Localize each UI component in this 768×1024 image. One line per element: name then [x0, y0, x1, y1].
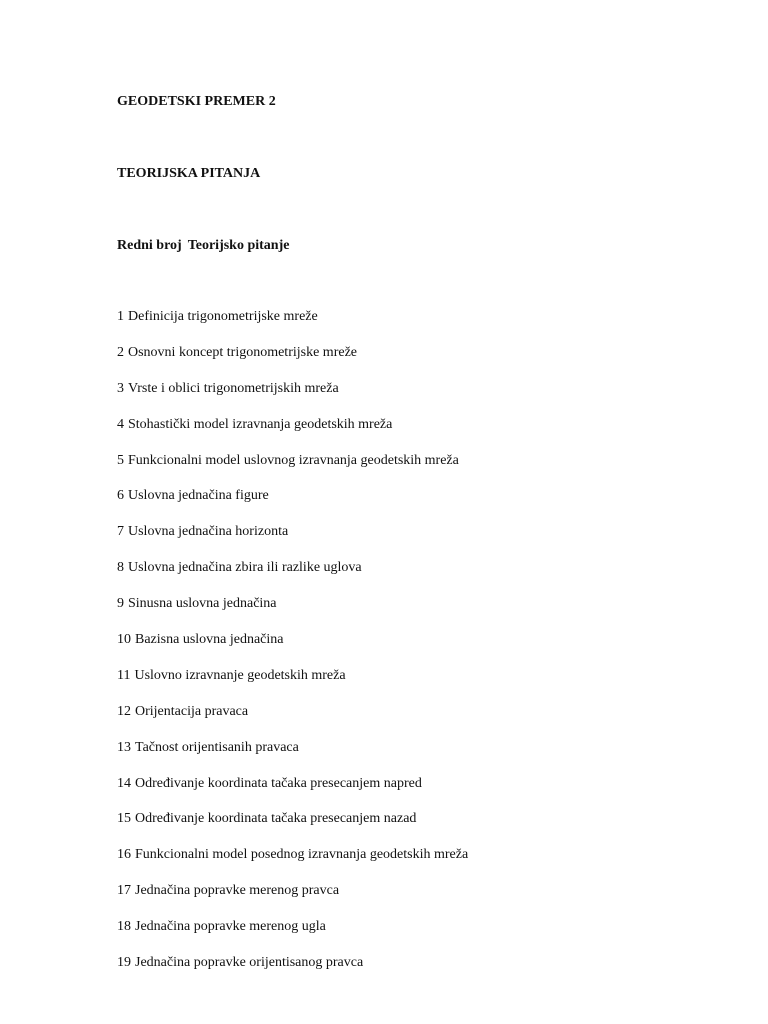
question-number: 11 [117, 667, 131, 683]
question-item [117, 954, 468, 990]
question-text: Određivanje koordinata tačaka presecanjem nazad [135, 811, 417, 827]
question-number: 16 [117, 847, 131, 863]
question-item [117, 810, 468, 846]
question-item [117, 523, 468, 559]
question-text: Funkcionalni model uslovnog izravnanja geodetskih mreža [128, 452, 459, 468]
question-item [117, 775, 468, 811]
question-number: 15 [117, 811, 131, 827]
document-title: GEODETSKI PREMER 2 [117, 94, 276, 109]
question-text: Stohastički model izravnanja geodetskih mreža [128, 416, 393, 432]
question-item [117, 595, 468, 631]
question-number: 3 [117, 380, 124, 396]
question-number: 8 [117, 560, 124, 576]
question-number: 4 [117, 416, 124, 432]
question-item [117, 739, 468, 775]
column-header-row [117, 237, 289, 255]
question-text: Bazisna uslovna jednačina [135, 632, 284, 648]
question-number: 9 [117, 596, 124, 612]
question-number: 17 [117, 883, 131, 899]
question-item [117, 416, 468, 452]
column-header-question: Teorijsko pitanje [187, 238, 290, 253]
question-number: 7 [117, 524, 124, 540]
question-number: 19 [117, 955, 131, 971]
question-number: 2 [117, 344, 124, 360]
question-item [117, 308, 468, 344]
question-item [117, 667, 468, 703]
question-item [117, 487, 468, 523]
question-text: Tačnost orijentisanih pravaca [135, 739, 299, 755]
question-number: 13 [117, 739, 131, 755]
question-text: Uslovna jednačina horizonta [128, 524, 289, 540]
question-item [117, 380, 468, 416]
question-item [117, 631, 468, 667]
question-number: 1 [117, 309, 124, 324]
question-number: 10 [117, 632, 131, 648]
question-text: Jednačina popravke orijentisanog pravca [135, 955, 364, 971]
column-header-number: Redni broj [117, 238, 182, 253]
question-item [117, 918, 468, 954]
question-item [117, 344, 468, 380]
question-text: Definicija trigonometrijske mreže [128, 309, 318, 324]
question-text: Jednačina popravke merenog ugla [135, 919, 326, 935]
question-item [117, 559, 468, 595]
question-item [117, 452, 468, 488]
question-text: Jednačina popravke merenog pravca [135, 883, 340, 899]
document-subtitle: TEORIJSKA PITANJA [117, 166, 261, 181]
question-text: Uslovno izravnanje geodetskih mreža [134, 667, 346, 683]
question-number: 6 [117, 488, 124, 504]
question-number: 18 [117, 919, 131, 935]
question-text: Uslovna jednačina zbira ili razlike uglova [128, 560, 362, 576]
question-text: Osnovni koncept trigonometrijske mreže [128, 344, 357, 360]
question-text: Funkcionalni model posednog izravnanja geodetskih mreža [135, 847, 469, 863]
question-list [117, 308, 468, 990]
question-text: Vrste i oblici trigonometrijskih mreža [128, 380, 339, 396]
question-number: 5 [117, 452, 124, 468]
question-number: 12 [117, 703, 131, 719]
question-item [117, 703, 468, 739]
question-item [117, 846, 468, 882]
question-text: Sinusna uslovna jednačina [128, 596, 277, 612]
question-text: Orijentacija pravaca [135, 703, 249, 719]
question-number: 14 [117, 775, 131, 791]
question-text: Uslovna jednačina figure [128, 488, 269, 504]
question-item [117, 882, 468, 918]
question-text: Određivanje koordinata tačaka presecanjem napred [135, 775, 422, 791]
